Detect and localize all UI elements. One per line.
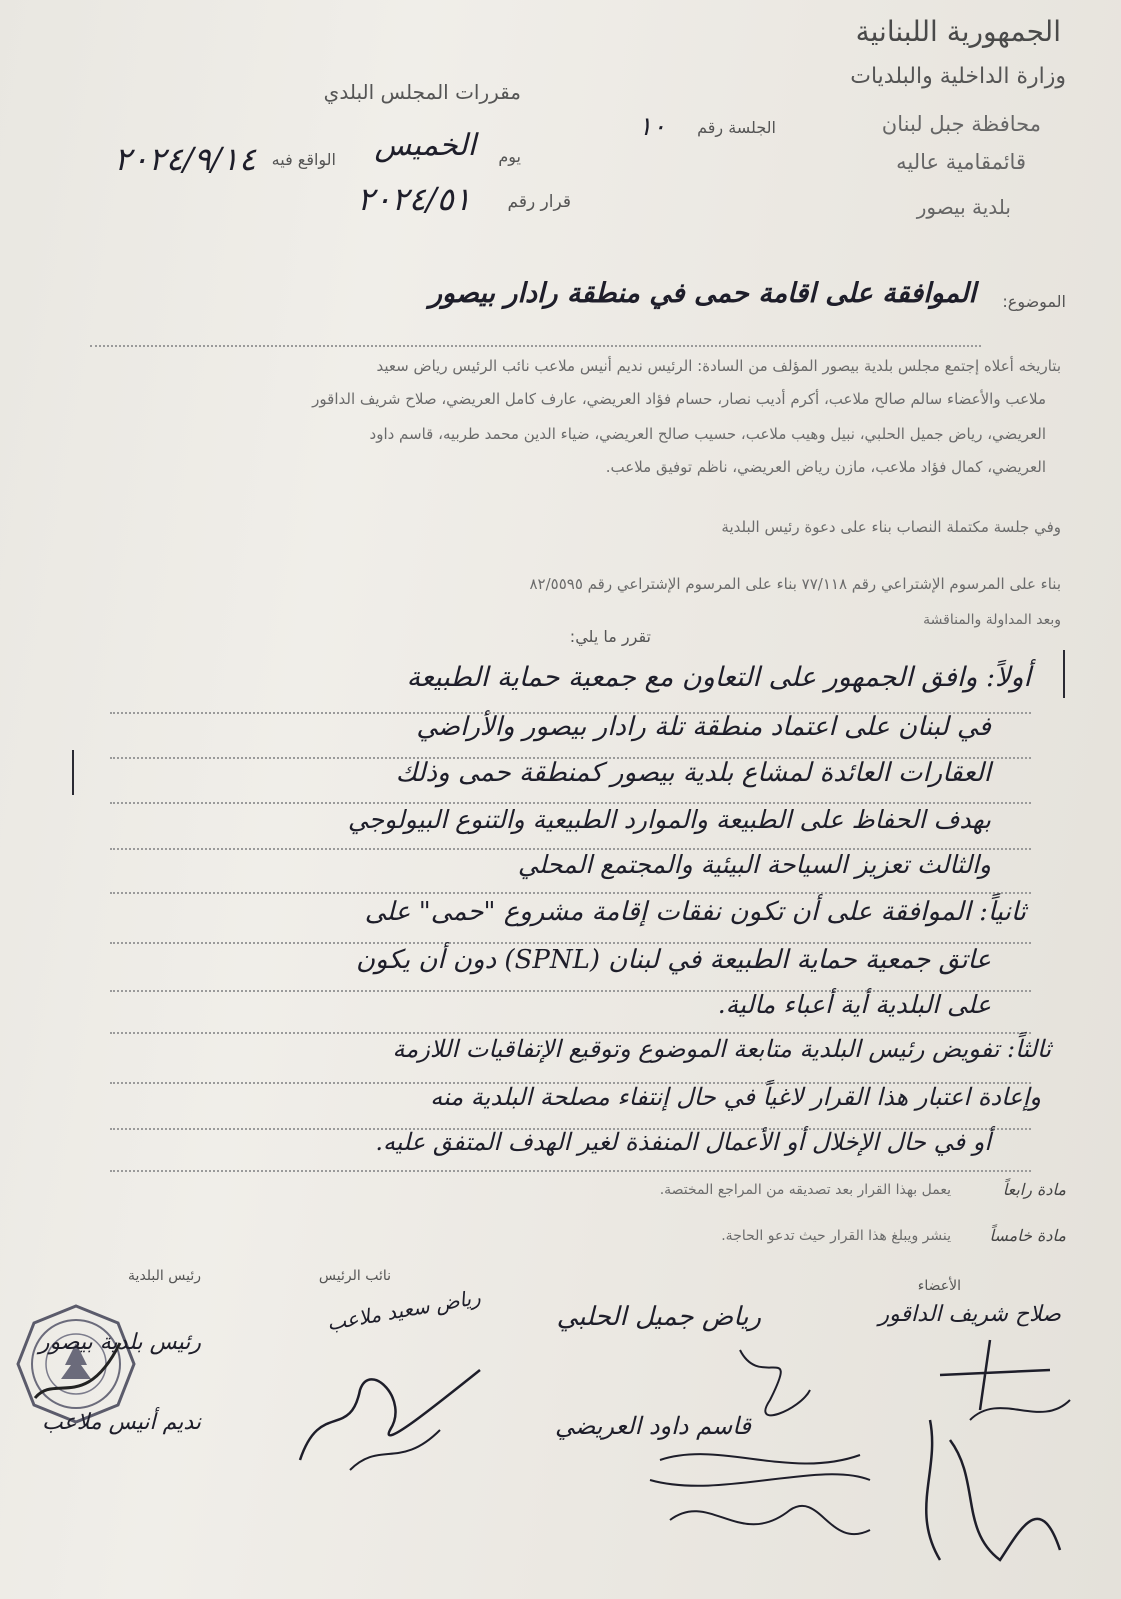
header-republic: الجمهورية اللبنانية (855, 15, 1061, 48)
attendance-line-2: ملاعب والأعضاء سالم صالح ملاعب، أكرم أديب نصار، حسام فؤاد العريضي، عارف كامل العريضي، صلاح شريف الداقور (312, 390, 1046, 408)
article-fifth-label: مادة خامساً (989, 1226, 1066, 1245)
session-number: ١٠ (638, 112, 666, 142)
basis-line: بناء على المرسوم الإشتراعي رقم ٧٧/١١٨ بناء على المرسوم الإشتراعي رقم ٨٢/٥٥٩٥ (529, 575, 1061, 593)
decision-label: قرار رقم (507, 192, 571, 212)
municipality-stamp (15, 1303, 137, 1425)
resolution-third-2: وإعادة اعتبار هذا القرار لاغياً في حال إنتفاء مصلحة البلدية منه (430, 1083, 1041, 1111)
resolution-second-2: عاتق جمعية حماية الطبيعة في لبنان (SPNL) دون أن يكون (355, 945, 991, 975)
resolution-second-1: ثانياً: الموافقة على أن تكون نفقات إقامة مشروع "حمى" على (364, 897, 1026, 927)
subject-dots (90, 345, 981, 347)
day-value: الخميس (374, 128, 476, 163)
dots-3 (110, 802, 1031, 804)
deputy-label: نائب الرئيس (318, 1268, 391, 1284)
dots-6 (110, 942, 1031, 944)
member-signature-2: رياض جميل الحلبي (556, 1302, 761, 1332)
member-signature-1: صلاح شريف الداقور (878, 1302, 1061, 1327)
dots-5 (110, 892, 1031, 894)
mayor-name: نديم أنيس ملاعب (42, 1410, 201, 1435)
deputy-signature (290, 1340, 490, 1480)
members-signatures-scribbles (640, 1330, 1100, 1590)
resolution-second-3: على البلدية أية أعباء مالية. (717, 990, 991, 1019)
header-ministry: وزارة الداخلية والبلديات (850, 64, 1066, 89)
decisions-title: مقررات المجلس البلدي (323, 80, 521, 104)
article-fourth-label: مادة رابعاً (1002, 1180, 1066, 1199)
header-district: قائمقامية عاليه (896, 150, 1026, 174)
day-label: يوم (498, 147, 521, 166)
attendance-line-4: العريضي، كمال فؤاد ملاعب، مازن رياض العريضي، ناظم توفيق ملاعب. (605, 458, 1046, 476)
article-fifth-text: ينشر ويبلغ هذا القرار حيث تدعو الحاجة. (721, 1228, 951, 1244)
session-label: الجلسة رقم (697, 118, 776, 137)
margin-mark-1 (1063, 650, 1065, 698)
resolution-first-1: أولاً: وافق الجمهور على التعاون مع جمعية حماية الطبيعة (406, 662, 1031, 693)
resolution-first-5: والثالث تعزيز السياحة البيئية والمجتمع المحلي (517, 850, 991, 879)
member-signature-3: قاسم داود العريضي (554, 1412, 751, 1440)
header-municipality: بلدية بيصور (916, 195, 1011, 219)
attendance-line-3: العريضي، رياض جميل الحلبي، نبيل وهيب ملاعب، حسيب صالح العريضي، ضياء الدين محمد طربيه، قاسم داود (369, 425, 1046, 443)
article-fourth-text: يعمل بهذا القرار بعد تصديقه من المراجع المختصة. (659, 1182, 951, 1198)
quorum-line: وفي جلسة مكتملة النصاب بناء على دعوة رئيس البلدية (721, 518, 1061, 536)
members-label: الأعضاء (917, 1278, 961, 1294)
deliberation-line: وبعد المداولة والمناقشة (923, 612, 1061, 628)
header-governorate: محافظة جبل لبنان (881, 112, 1041, 136)
resolution-third-1: ثالثاً: تفويض رئيس البلدية متابعة الموضوع وتوقيع الإتفاقيات اللازمة (392, 1035, 1051, 1063)
date-value: ٢٠٢٤/٩/١٤ (114, 140, 256, 178)
date-label: الواقع فيه (271, 150, 336, 169)
margin-mark-2 (72, 750, 74, 795)
attendance-line-1: بتاريخه أعلاه إجتمع مجلس بلدية بيصور المؤلف من السادة: الرئيس نديم أنيس ملاعب نائب الرئيس رياض سعيد (376, 357, 1061, 375)
resolution-first-4: بهدف الحفاظ على الطبيعة والموارد الطبيعية والتنوع البيولوجي (347, 805, 991, 834)
mayor-signature-text: رئيس بلدية بيصور (38, 1330, 201, 1355)
decision-value: ٢٠٢٤/٥١ (357, 180, 471, 218)
resolution-first-3: العقارات العائدة لمشاع بلدية بيصور كمنطقة حمى وذلك (395, 758, 991, 788)
decides-line: تقرر ما يلي: (569, 627, 651, 646)
deputy-name: رياض سعيد ملاعب (324, 1284, 482, 1336)
resolution-third-3: أو في حال الإخلال أو الأعمال المنفذة لغير الهدف المتفق عليه. (375, 1128, 991, 1156)
resolution-first-2: في لبنان على اعتماد منطقة تلة رادار بيصور والأراضي (416, 712, 991, 742)
mayor-label: رئيس البلدية (128, 1268, 201, 1284)
subject-text: الموافقة على اقامة حمى في منطقة رادار بيصور (428, 278, 976, 309)
subject-label: الموضوع: (1002, 292, 1066, 311)
dots-11 (110, 1170, 1031, 1172)
dots-8 (110, 1032, 1031, 1034)
